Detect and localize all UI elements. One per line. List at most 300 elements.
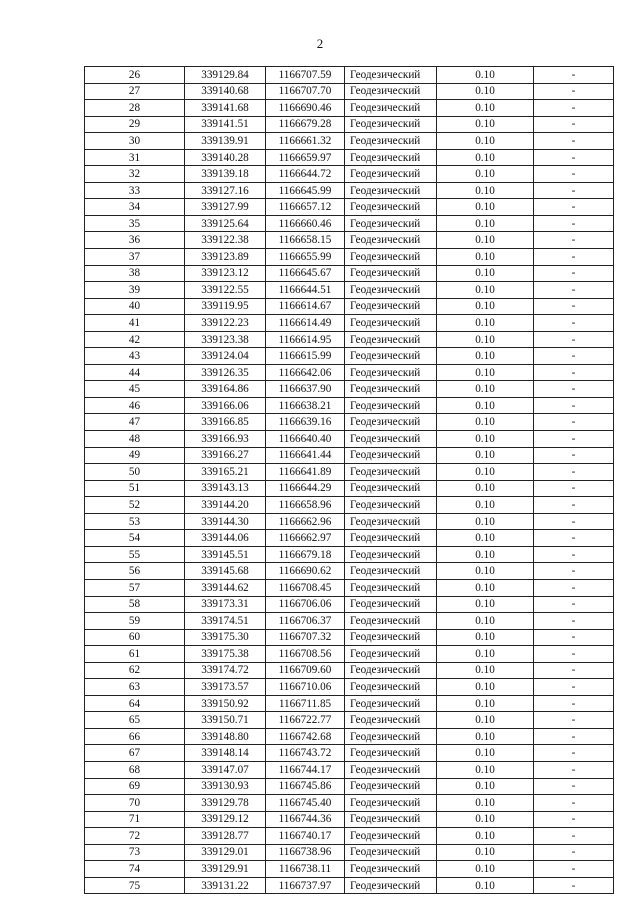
note-cell: -: [534, 828, 614, 845]
point-number-cell: 52: [85, 497, 185, 514]
y-coordinate-cell: 1166637.90: [266, 381, 345, 398]
method-cell: Геодезический: [345, 364, 437, 381]
y-coordinate-cell: 1166710.06: [266, 679, 345, 696]
x-coordinate-cell: 339123.89: [185, 249, 266, 266]
x-coordinate-cell: 339129.91: [185, 861, 266, 878]
table-row: [85, 712, 613, 729]
x-coordinate-cell: 339144.62: [185, 579, 266, 596]
y-coordinate-cell: 1166661.32: [266, 133, 345, 150]
x-coordinate-cell: 339129.01: [185, 844, 266, 861]
y-coordinate-cell: 1166709.60: [266, 662, 345, 679]
note-cell: -: [534, 447, 614, 464]
accuracy-cell: 0.10: [437, 596, 534, 613]
y-coordinate-cell: 1166707.70: [266, 83, 345, 100]
table-row: [85, 315, 613, 332]
accuracy-cell: 0.10: [437, 811, 534, 828]
x-coordinate-cell: 339141.51: [185, 116, 266, 133]
method-cell: Геодезический: [345, 464, 437, 481]
table-row: [85, 83, 613, 100]
y-coordinate-cell: 1166745.86: [266, 778, 345, 795]
accuracy-cell: 0.10: [437, 397, 534, 414]
point-number-cell: 50: [85, 464, 185, 481]
method-cell: Геодезический: [345, 497, 437, 514]
method-cell: Геодезический: [345, 877, 437, 893]
accuracy-cell: 0.10: [437, 513, 534, 530]
coordinates-table: [85, 67, 613, 893]
y-coordinate-cell: 1166658.15: [266, 232, 345, 249]
method-cell: Геодезический: [345, 265, 437, 282]
accuracy-cell: 0.10: [437, 116, 534, 133]
table-row: [85, 728, 613, 745]
note-cell: -: [534, 563, 614, 580]
accuracy-cell: 0.10: [437, 133, 534, 150]
note-cell: -: [534, 100, 614, 117]
table-row: [85, 679, 613, 696]
point-number-cell: 54: [85, 530, 185, 547]
method-cell: Геодезический: [345, 530, 437, 547]
y-coordinate-cell: 1166679.28: [266, 116, 345, 133]
y-coordinate-cell: 1166742.68: [266, 728, 345, 745]
y-coordinate-cell: 1166738.11: [266, 861, 345, 878]
point-number-cell: 65: [85, 712, 185, 729]
table-row: [85, 149, 613, 166]
x-coordinate-cell: 339174.72: [185, 662, 266, 679]
accuracy-cell: 0.10: [437, 331, 534, 348]
x-coordinate-cell: 339150.71: [185, 712, 266, 729]
accuracy-cell: 0.10: [437, 464, 534, 481]
note-cell: -: [534, 397, 614, 414]
y-coordinate-cell: 1166644.72: [266, 166, 345, 183]
table-row: [85, 397, 613, 414]
method-cell: Геодезический: [345, 728, 437, 745]
accuracy-cell: 0.10: [437, 613, 534, 630]
note-cell: -: [534, 232, 614, 249]
table-row: [85, 563, 613, 580]
table-row: [85, 431, 613, 448]
y-coordinate-cell: 1166614.49: [266, 315, 345, 332]
y-coordinate-cell: 1166662.96: [266, 513, 345, 530]
note-cell: -: [534, 861, 614, 878]
note-cell: -: [534, 315, 614, 332]
y-coordinate-cell: 1166722.77: [266, 712, 345, 729]
point-number-cell: 60: [85, 629, 185, 646]
method-cell: Геодезический: [345, 712, 437, 729]
point-number-cell: 49: [85, 447, 185, 464]
x-coordinate-cell: 339125.64: [185, 215, 266, 232]
note-cell: -: [534, 182, 614, 199]
x-coordinate-cell: 339166.27: [185, 447, 266, 464]
method-cell: Геодезический: [345, 315, 437, 332]
accuracy-cell: 0.10: [437, 828, 534, 845]
point-number-cell: 28: [85, 100, 185, 117]
y-coordinate-cell: 1166659.97: [266, 149, 345, 166]
method-cell: Геодезический: [345, 331, 437, 348]
accuracy-cell: 0.10: [437, 83, 534, 100]
y-coordinate-cell: 1166655.99: [266, 249, 345, 266]
accuracy-cell: 0.10: [437, 149, 534, 166]
y-coordinate-cell: 1166738.96: [266, 844, 345, 861]
method-cell: Геодезический: [345, 348, 437, 365]
method-cell: Геодезический: [345, 298, 437, 315]
table-row: [85, 861, 613, 878]
method-cell: Геодезический: [345, 745, 437, 762]
method-cell: Геодезический: [345, 662, 437, 679]
y-coordinate-cell: 1166614.95: [266, 331, 345, 348]
note-cell: -: [534, 728, 614, 745]
method-cell: Геодезический: [345, 215, 437, 232]
accuracy-cell: 0.10: [437, 182, 534, 199]
method-cell: Геодезический: [345, 778, 437, 795]
x-coordinate-cell: 339122.23: [185, 315, 266, 332]
table-row: [85, 497, 613, 514]
y-coordinate-cell: 1166690.62: [266, 563, 345, 580]
x-coordinate-cell: 339165.21: [185, 464, 266, 481]
y-coordinate-cell: 1166740.17: [266, 828, 345, 845]
note-cell: -: [534, 679, 614, 696]
note-cell: -: [534, 513, 614, 530]
y-coordinate-cell: 1166642.06: [266, 364, 345, 381]
table-row: [85, 629, 613, 646]
table-row: [85, 844, 613, 861]
accuracy-cell: 0.10: [437, 364, 534, 381]
accuracy-cell: 0.10: [437, 646, 534, 663]
x-coordinate-cell: 339129.12: [185, 811, 266, 828]
y-coordinate-cell: 1166662.97: [266, 530, 345, 547]
table-row: [85, 166, 613, 183]
x-coordinate-cell: 339139.91: [185, 133, 266, 150]
table-row: [85, 745, 613, 762]
x-coordinate-cell: 339130.93: [185, 778, 266, 795]
note-cell: -: [534, 695, 614, 712]
note-cell: -: [534, 116, 614, 133]
point-number-cell: 32: [85, 166, 185, 183]
table-row: [85, 480, 613, 497]
note-cell: -: [534, 530, 614, 547]
y-coordinate-cell: 1166640.40: [266, 431, 345, 448]
note-cell: -: [534, 761, 614, 778]
y-coordinate-cell: 1166615.99: [266, 348, 345, 365]
table-row: [85, 596, 613, 613]
method-cell: Геодезический: [345, 646, 437, 663]
point-number-cell: 46: [85, 397, 185, 414]
point-number-cell: 59: [85, 613, 185, 630]
y-coordinate-cell: 1166745.40: [266, 795, 345, 812]
accuracy-cell: 0.10: [437, 530, 534, 547]
table-row: [85, 67, 613, 83]
x-coordinate-cell: 339148.80: [185, 728, 266, 745]
method-cell: Геодезический: [345, 381, 437, 398]
note-cell: -: [534, 464, 614, 481]
table-row: [85, 249, 613, 266]
note-cell: -: [534, 712, 614, 729]
x-coordinate-cell: 339140.28: [185, 149, 266, 166]
note-cell: -: [534, 877, 614, 893]
point-number-cell: 70: [85, 795, 185, 812]
y-coordinate-cell: 1166744.36: [266, 811, 345, 828]
table-row: [85, 414, 613, 431]
y-coordinate-cell: 1166660.46: [266, 215, 345, 232]
x-coordinate-cell: 339122.55: [185, 282, 266, 299]
y-coordinate-cell: 1166658.96: [266, 497, 345, 514]
note-cell: -: [534, 480, 614, 497]
method-cell: Геодезический: [345, 397, 437, 414]
y-coordinate-cell: 1166641.89: [266, 464, 345, 481]
method-cell: Геодезический: [345, 431, 437, 448]
note-cell: -: [534, 497, 614, 514]
note-cell: -: [534, 149, 614, 166]
point-number-cell: 58: [85, 596, 185, 613]
note-cell: -: [534, 265, 614, 282]
accuracy-cell: 0.10: [437, 695, 534, 712]
method-cell: Геодезический: [345, 695, 437, 712]
table-row: [85, 695, 613, 712]
method-cell: Геодезический: [345, 828, 437, 845]
accuracy-cell: 0.10: [437, 431, 534, 448]
x-coordinate-cell: 339119.95: [185, 298, 266, 315]
note-cell: -: [534, 646, 614, 663]
table-row: [85, 828, 613, 845]
point-number-cell: 75: [85, 877, 185, 893]
note-cell: -: [534, 67, 614, 83]
y-coordinate-cell: 1166690.46: [266, 100, 345, 117]
point-number-cell: 38: [85, 265, 185, 282]
y-coordinate-cell: 1166707.32: [266, 629, 345, 646]
x-coordinate-cell: 339127.16: [185, 182, 266, 199]
accuracy-cell: 0.10: [437, 447, 534, 464]
accuracy-cell: 0.10: [437, 712, 534, 729]
y-coordinate-cell: 1166657.12: [266, 199, 345, 216]
accuracy-cell: 0.10: [437, 877, 534, 893]
method-cell: Геодезический: [345, 861, 437, 878]
table-row: [85, 282, 613, 299]
table-row: [85, 133, 613, 150]
method-cell: Геодезический: [345, 563, 437, 580]
x-coordinate-cell: 339123.12: [185, 265, 266, 282]
accuracy-cell: 0.10: [437, 728, 534, 745]
point-number-cell: 69: [85, 778, 185, 795]
accuracy-cell: 0.10: [437, 414, 534, 431]
method-cell: Геодезический: [345, 546, 437, 563]
x-coordinate-cell: 339173.57: [185, 679, 266, 696]
method-cell: Геодезический: [345, 149, 437, 166]
x-coordinate-cell: 339164.86: [185, 381, 266, 398]
note-cell: -: [534, 613, 614, 630]
table-row: [85, 265, 613, 282]
point-number-cell: 51: [85, 480, 185, 497]
note-cell: -: [534, 331, 614, 348]
y-coordinate-cell: 1166743.72: [266, 745, 345, 762]
accuracy-cell: 0.10: [437, 282, 534, 299]
method-cell: Геодезический: [345, 844, 437, 861]
method-cell: Геодезический: [345, 480, 437, 497]
x-coordinate-cell: 339144.06: [185, 530, 266, 547]
coordinates-table-body: [85, 67, 613, 893]
accuracy-cell: 0.10: [437, 249, 534, 266]
point-number-cell: 44: [85, 364, 185, 381]
table-row: [85, 298, 613, 315]
point-number-cell: 43: [85, 348, 185, 365]
accuracy-cell: 0.10: [437, 778, 534, 795]
note-cell: -: [534, 431, 614, 448]
y-coordinate-cell: 1166645.99: [266, 182, 345, 199]
accuracy-cell: 0.10: [437, 215, 534, 232]
y-coordinate-cell: 1166711.85: [266, 695, 345, 712]
note-cell: -: [534, 282, 614, 299]
page-number: 2: [316, 36, 324, 51]
table-row: [85, 348, 613, 365]
note-cell: -: [534, 844, 614, 861]
x-coordinate-cell: 339175.30: [185, 629, 266, 646]
method-cell: Геодезический: [345, 166, 437, 183]
x-coordinate-cell: 339166.93: [185, 431, 266, 448]
x-coordinate-cell: 339141.68: [185, 100, 266, 117]
point-number-cell: 47: [85, 414, 185, 431]
accuracy-cell: 0.10: [437, 546, 534, 563]
point-number-cell: 64: [85, 695, 185, 712]
note-cell: -: [534, 249, 614, 266]
y-coordinate-cell: 1166644.51: [266, 282, 345, 299]
accuracy-cell: 0.10: [437, 844, 534, 861]
point-number-cell: 34: [85, 199, 185, 216]
point-number-cell: 40: [85, 298, 185, 315]
method-cell: Геодезический: [345, 811, 437, 828]
point-number-cell: 55: [85, 546, 185, 563]
accuracy-cell: 0.10: [437, 67, 534, 83]
note-cell: -: [534, 811, 614, 828]
table-row: [85, 364, 613, 381]
y-coordinate-cell: 1166744.17: [266, 761, 345, 778]
method-cell: Геодезический: [345, 596, 437, 613]
table-row: [85, 331, 613, 348]
y-coordinate-cell: 1166706.06: [266, 596, 345, 613]
method-cell: Геодезический: [345, 414, 437, 431]
y-coordinate-cell: 1166737.97: [266, 877, 345, 893]
point-number-cell: 42: [85, 331, 185, 348]
x-coordinate-cell: 339128.77: [185, 828, 266, 845]
x-coordinate-cell: 339166.85: [185, 414, 266, 431]
table-row: [85, 513, 613, 530]
point-number-cell: 72: [85, 828, 185, 845]
note-cell: -: [534, 298, 614, 315]
method-cell: Геодезический: [345, 629, 437, 646]
table-row: [85, 546, 613, 563]
y-coordinate-cell: 1166644.29: [266, 480, 345, 497]
point-number-cell: 33: [85, 182, 185, 199]
note-cell: -: [534, 381, 614, 398]
accuracy-cell: 0.10: [437, 199, 534, 216]
accuracy-cell: 0.10: [437, 563, 534, 580]
point-number-cell: 61: [85, 646, 185, 663]
y-coordinate-cell: 1166707.59: [266, 67, 345, 83]
accuracy-cell: 0.10: [437, 662, 534, 679]
note-cell: -: [534, 596, 614, 613]
method-cell: Геодезический: [345, 83, 437, 100]
accuracy-cell: 0.10: [437, 348, 534, 365]
point-number-cell: 62: [85, 662, 185, 679]
method-cell: Геодезический: [345, 513, 437, 530]
x-coordinate-cell: 339145.51: [185, 546, 266, 563]
point-number-cell: 56: [85, 563, 185, 580]
x-coordinate-cell: 339173.31: [185, 596, 266, 613]
method-cell: Геодезический: [345, 182, 437, 199]
table-row: [85, 662, 613, 679]
table-row: [85, 464, 613, 481]
x-coordinate-cell: 339174.51: [185, 613, 266, 630]
y-coordinate-cell: 1166639.16: [266, 414, 345, 431]
table-row: [85, 116, 613, 133]
point-number-cell: 71: [85, 811, 185, 828]
y-coordinate-cell: 1166706.37: [266, 613, 345, 630]
accuracy-cell: 0.10: [437, 166, 534, 183]
accuracy-cell: 0.10: [437, 761, 534, 778]
x-coordinate-cell: 339144.20: [185, 497, 266, 514]
x-coordinate-cell: 339175.38: [185, 646, 266, 663]
accuracy-cell: 0.10: [437, 232, 534, 249]
table-row: [85, 215, 613, 232]
accuracy-cell: 0.10: [437, 100, 534, 117]
note-cell: -: [534, 166, 614, 183]
point-number-cell: 45: [85, 381, 185, 398]
note-cell: -: [534, 579, 614, 596]
table-row: [85, 447, 613, 464]
table-row: [85, 232, 613, 249]
note-cell: -: [534, 215, 614, 232]
point-number-cell: 73: [85, 844, 185, 861]
method-cell: Геодезический: [345, 761, 437, 778]
table-row: [85, 811, 613, 828]
point-number-cell: 27: [85, 83, 185, 100]
x-coordinate-cell: 339147.07: [185, 761, 266, 778]
accuracy-cell: 0.10: [437, 745, 534, 762]
method-cell: Геодезический: [345, 679, 437, 696]
y-coordinate-cell: 1166708.45: [266, 579, 345, 596]
note-cell: -: [534, 133, 614, 150]
accuracy-cell: 0.10: [437, 298, 534, 315]
x-coordinate-cell: 339127.99: [185, 199, 266, 216]
method-cell: Геодезический: [345, 133, 437, 150]
accuracy-cell: 0.10: [437, 861, 534, 878]
accuracy-cell: 0.10: [437, 381, 534, 398]
accuracy-cell: 0.10: [437, 795, 534, 812]
table-row: [85, 877, 613, 893]
x-coordinate-cell: 339129.78: [185, 795, 266, 812]
method-cell: Геодезический: [345, 282, 437, 299]
note-cell: -: [534, 83, 614, 100]
point-number-cell: 63: [85, 679, 185, 696]
x-coordinate-cell: 339131.22: [185, 877, 266, 893]
accuracy-cell: 0.10: [437, 679, 534, 696]
x-coordinate-cell: 339139.18: [185, 166, 266, 183]
accuracy-cell: 0.10: [437, 629, 534, 646]
table-row: [85, 530, 613, 547]
note-cell: -: [534, 199, 614, 216]
x-coordinate-cell: 339140.68: [185, 83, 266, 100]
point-number-cell: 41: [85, 315, 185, 332]
method-cell: Геодезический: [345, 579, 437, 596]
note-cell: -: [534, 795, 614, 812]
note-cell: -: [534, 629, 614, 646]
x-coordinate-cell: 339150.92: [185, 695, 266, 712]
note-cell: -: [534, 348, 614, 365]
x-coordinate-cell: 339148.14: [185, 745, 266, 762]
point-number-cell: 29: [85, 116, 185, 133]
point-number-cell: 66: [85, 728, 185, 745]
table-row: [85, 199, 613, 216]
y-coordinate-cell: 1166708.56: [266, 646, 345, 663]
point-number-cell: 39: [85, 282, 185, 299]
accuracy-cell: 0.10: [437, 265, 534, 282]
note-cell: -: [534, 662, 614, 679]
